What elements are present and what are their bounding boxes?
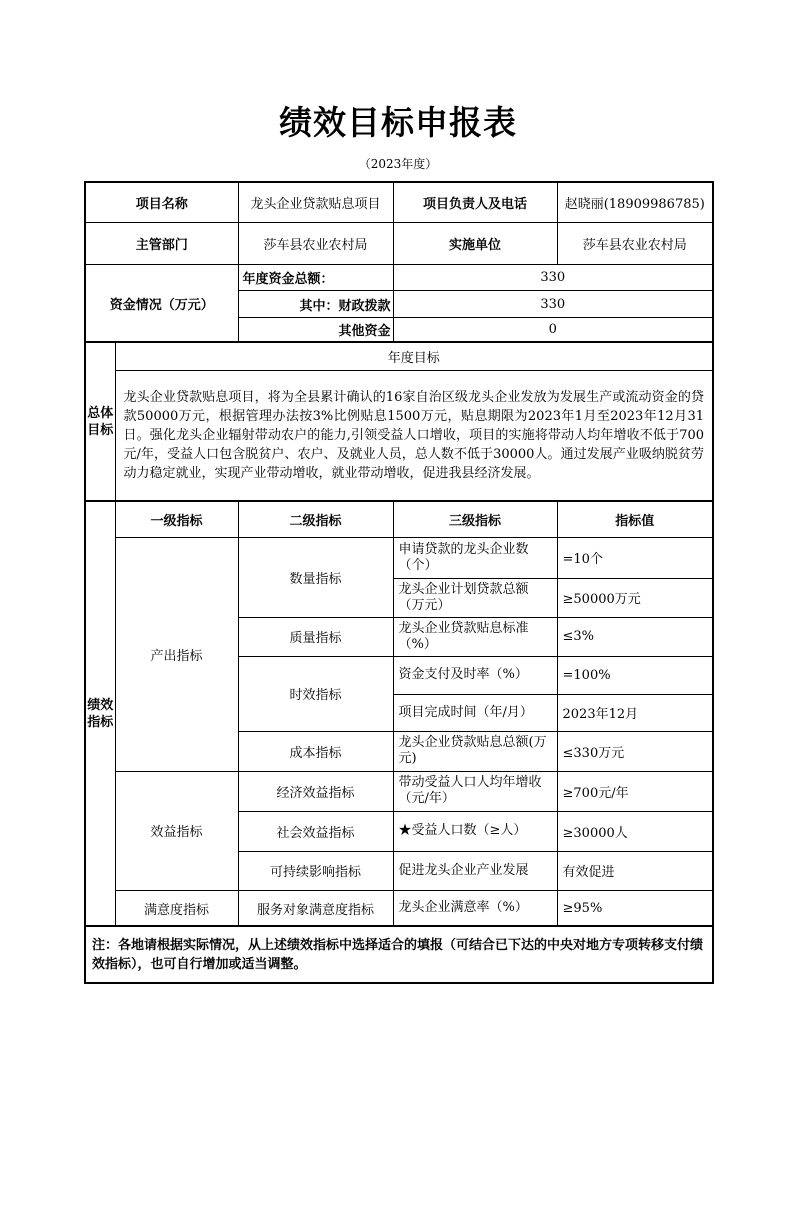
overall-goal-section-label [85, 342, 115, 501]
value-cell: =100% [557, 656, 713, 694]
annual-goal-header: 年度目标 [115, 342, 713, 370]
declaration-form-table [84, 181, 714, 985]
table-row [85, 890, 713, 926]
indicator-cell: 带动受益人口人均年增收（元/年） [393, 771, 557, 811]
level1-satisfaction: 满意度指标 [115, 890, 238, 926]
level2-quality: 质量指标 [238, 617, 393, 656]
indicator-cell: 龙头企业贷款贴息标准（%） [393, 617, 557, 656]
value-cell: ≥30000人 [557, 811, 713, 851]
perf-header-value: 指标值 [557, 501, 713, 537]
project-name-value: 龙头企业贷款贴息项目 [238, 182, 393, 223]
value-cell: ≥700元/年 [557, 771, 713, 811]
perf-header-level2: 二级指标 [238, 501, 393, 537]
indicator-cell: 项目完成时间（年/月） [393, 694, 557, 731]
impl-unit-value: 莎车县农业农村局 [557, 223, 713, 265]
row-perf-header [85, 501, 713, 537]
level2-service: 服务对象满意度指标 [238, 890, 393, 926]
project-name-label: 项目名称 [85, 182, 238, 223]
row-funding-total [85, 265, 713, 291]
funding-fiscal-value: 330 [393, 291, 713, 318]
perf-header-level1: 一级指标 [115, 501, 238, 537]
table-row [85, 537, 713, 578]
funding-other-value: 0 [393, 318, 713, 343]
page-subtitle: （2023年度） [358, 156, 438, 171]
perf-header-level3: 三级指标 [393, 501, 557, 537]
perf-section-label [85, 501, 115, 926]
impl-unit-label: 实施单位 [393, 223, 557, 265]
overall-goal-section-label-text: 总体目标 [87, 405, 114, 438]
funding-fiscal-label: 其中：财政拨款 [238, 291, 393, 318]
document-page [84, 104, 712, 984]
value-cell: ≥95% [557, 890, 713, 926]
department-label: 主管部门 [85, 223, 238, 265]
level2-timeliness: 时效指标 [238, 656, 393, 731]
indicator-cell: 龙头企业满意率（%） [393, 890, 557, 926]
indicator-cell: 促进龙头企业产业发展 [393, 851, 557, 890]
funding-total-value: 330 [393, 265, 713, 291]
funding-other-label: 其他资金 [238, 318, 393, 343]
annual-goal-text: 龙头企业贷款贴息项目，将为全县累计确认的16家自治区级龙头企业发放为发展生产或流动资金的贷款50000万元，根据管理办法按3%比例贴息1500万元，贴息期限为2023年1月至2023年12月31日。强化龙头企业辐射带动农户的能力,引领受益人口增收，项目的实施将带动人均年增收不低于700元/年，受益人口包含脱贫户、农户、及就业人员，总人数不低于30000人。通过发展产业吸纳脱贫劳动力稳定就业，实现产业带动增收，就业带动增收，促进我县经济发展。 [115, 370, 713, 501]
row-annual-goal-header [85, 342, 713, 370]
value-cell: ≥50000万元 [557, 578, 713, 617]
indicator-cell: 龙头企业贷款贴息总额(万元) [393, 731, 557, 771]
level2-economic: 经济效益指标 [238, 771, 393, 811]
row-note [85, 926, 713, 983]
perf-section-label-text: 绩效指标 [87, 697, 114, 730]
value-cell: 2023年12月 [557, 694, 713, 731]
indicator-cell: ★受益人口数（≥人） [393, 811, 557, 851]
funding-total-label: 年度资金总额： [238, 265, 393, 291]
level1-output: 产出指标 [115, 537, 238, 771]
page-title: 绩效目标申报表 [279, 103, 517, 142]
row-annual-goal-text [85, 370, 713, 501]
indicator-cell: 龙头企业计划贷款总额（万元） [393, 578, 557, 617]
manager-label: 项目负责人及电话 [393, 182, 557, 223]
value-cell: 有效促进 [557, 851, 713, 890]
level2-cost: 成本指标 [238, 731, 393, 771]
indicator-cell: 申请贷款的龙头企业数（个） [393, 537, 557, 578]
value-cell: ≤330万元 [557, 731, 713, 771]
level2-sustain: 可持续影响指标 [238, 851, 393, 890]
row-project-name [85, 182, 713, 223]
row-department [85, 223, 713, 265]
value-cell: =10个 [557, 537, 713, 578]
level2-quantity: 数量指标 [238, 537, 393, 617]
value-cell: ≤3% [557, 617, 713, 656]
funding-section-label: 资金情况（万元） [85, 265, 238, 343]
level1-benefit: 效益指标 [115, 771, 238, 890]
indicator-cell: 资金支付及时率（%） [393, 656, 557, 694]
department-value: 莎车县农业农村局 [238, 223, 393, 265]
table-row [85, 771, 713, 811]
note-text: 注：各地请根据实际情况，从上述绩效指标中选择适合的填报（可结合已下达的中央对地方专项转移支付绩效指标），也可自行增加或适当调整。 [85, 926, 713, 983]
level2-social: 社会效益指标 [238, 811, 393, 851]
manager-value: 赵晓丽(18909986785) [557, 182, 713, 223]
